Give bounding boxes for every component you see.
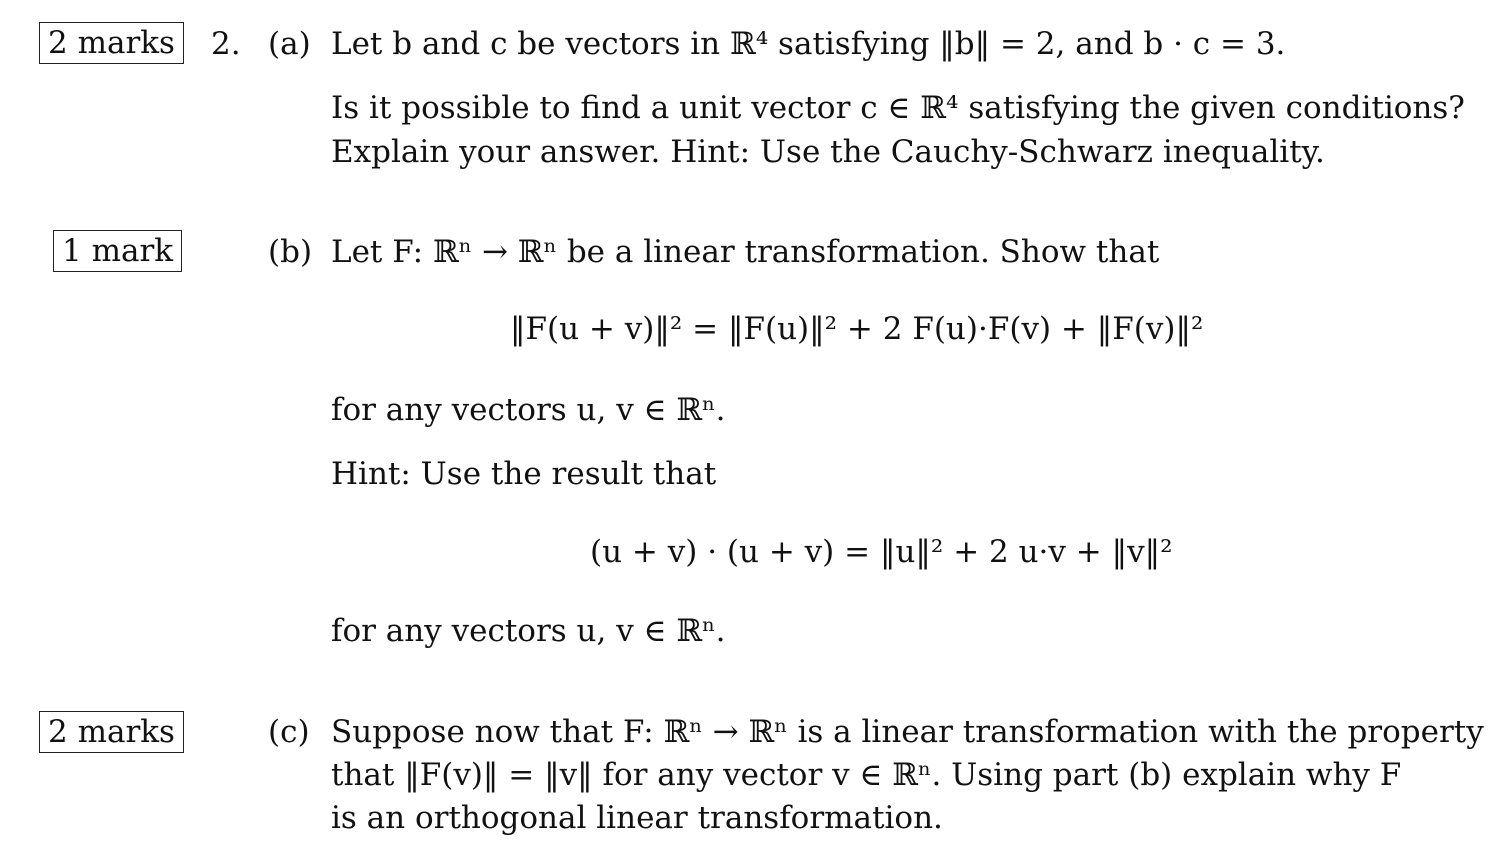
part-b-line-1: Let F: ℝⁿ → ℝⁿ be a linear transformation. Show that [331,234,1160,270]
part-b-line-3: Hint: Use the result that [331,456,717,492]
part-c-line-3: is an orthogonal linear transformation. [331,800,943,836]
part-a-line-1: Let b and c be vectors in ℝ⁴ satisfying ‖b‖ = 2, and b · c = 3. [331,26,1286,62]
part-c-line-1: Suppose now that F: ℝⁿ → ℝⁿ is a linear transformation with the property [331,714,1484,750]
question-number: 2. [211,26,241,62]
part-a-line-2: Is it possible to find a unit vector c ∈ ℝ⁴ satisfying the given conditions? [331,90,1465,126]
part-c-line-2: that ‖F(v)‖ = ‖v‖ for any vector v ∈ ℝⁿ. Using part (b) explain why F [331,757,1402,793]
part-b-line-2: for any vectors u, v ∈ ℝⁿ. [331,392,726,428]
marks-box-a: 2 marks [39,22,184,64]
part-b-line-4: for any vectors u, v ∈ ℝⁿ. [331,613,726,649]
part-c-label: (c) [268,714,310,750]
part-b-label: (b) [268,234,313,270]
marks-box-b: 1 mark [53,230,182,272]
marks-box-c: 2 marks [39,711,184,753]
part-b-equation-1: ‖F(u + v)‖² = ‖F(u)‖² + 2 F(u)·F(v) + ‖F(v)‖² [510,311,1204,347]
part-a-label: (a) [268,26,311,62]
part-a-line-3: Explain your answer. Hint: Use the Cauchy-Schwarz inequality. [331,134,1325,170]
part-b-equation-2: (u + v) · (u + v) = ‖u‖² + 2 u·v + ‖v‖² [590,534,1173,570]
